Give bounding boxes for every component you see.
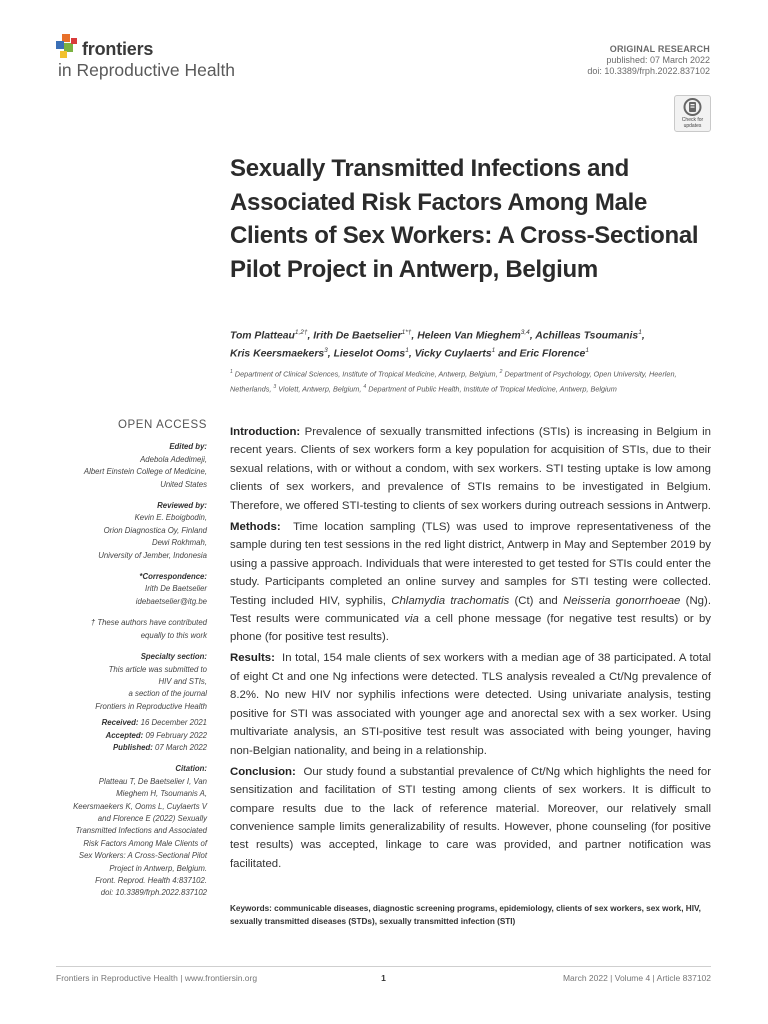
received-value: 16 December 2021 [140, 718, 207, 728]
reviewed-by-list [56, 512, 207, 562]
footer-issue-info: March 2022 | Volume 4 | Article 837102 [562, 973, 711, 983]
page-number: 1 [381, 973, 386, 983]
sidebar-line: Albert Einstein College of Medicine, [83, 467, 207, 477]
sidebar-line: Front. Reprod. Health 4:837102. [95, 876, 207, 885]
affiliation-number: 3 [273, 383, 277, 390]
sidebar-line: Dewi Rokhmah, [151, 538, 207, 548]
author-name[interactable]: Kris Keersmaekers [230, 348, 325, 360]
doi-link[interactable]: doi: 10.3389/frph.2022.837102 [587, 66, 710, 76]
introduction-text: Prevalence of sexually transmitted infections (STIs) is increasing in Belgium in recent years. Clients of sex workers form a key population for acquisition of STIs, due to their sexual relations, with or without a condom, with sex workers. STI testing uptake is low among clients of sex workers, and prevalence of STIs remains to be investigated in Belgium. Therefore, we offered STI-testing to clients of sex workers during outreach sessions in Antwerp. [230, 426, 711, 512]
author-name[interactable]: Achilleas Tsoumanis [535, 330, 639, 342]
introduction-heading: Introduction: [230, 426, 301, 438]
published-date: published: 07 March 2022 [606, 55, 710, 65]
keywords [230, 903, 711, 928]
results-heading: Results: [230, 652, 275, 665]
article-type: ORIGINAL RESEARCH [609, 44, 710, 54]
sidebar-line: † These authors have contributed [90, 618, 207, 628]
journal-name: in Reproductive Health [58, 60, 236, 80]
published-value: 07 March 2022 [154, 742, 207, 752]
brand-name: frontiers [82, 39, 154, 59]
reviewed-by-label: Reviewed by: [157, 501, 207, 511]
keywords-text: communicable diseases, diagnostic screening programs, epidemiology, clients of sex workers, sex work, HIV, sexually transmitted diseases (STDs), sexually transmitted infection (STI) [230, 904, 701, 926]
affiliations [230, 366, 700, 395]
author-name[interactable]: Eric Florence [519, 348, 586, 360]
sidebar-line: Mieghem H, Tsoumanis A, [116, 789, 207, 799]
sidebar-line: Frontiers in Reproductive Health [95, 701, 207, 711]
affiliation-number: 1 [230, 369, 233, 375]
author-affiliation-marker: 1 [585, 347, 589, 355]
sidebar-line: Transmitted Infections and Associated [75, 826, 207, 836]
footer-divider [56, 966, 711, 967]
sidebar-line: Keersmaekers K, Ooms L, Cuylaerts V [73, 801, 207, 811]
received-date [56, 717, 207, 729]
keywords-label: Keywords: [230, 904, 272, 913]
author-name[interactable]: Irith De Baetselier [313, 330, 402, 342]
accepted-label: Accepted: [105, 730, 144, 740]
article-meta [587, 44, 710, 77]
author-affiliation-marker: 1 [405, 347, 409, 355]
methods-via: via [404, 613, 419, 626]
author-name[interactable]: Vicky Cuylaerts [414, 348, 492, 360]
sidebar-line: Kevin E. Eboigbodin, [134, 513, 207, 523]
results-text: In total, 154 male clients of sex workers with a median age of 38 participated. A total of eight Ct and one Ng infections were detected. TLS analysis revealed a Ct/Ng prevalence of 8.2%. No new HIV nor syphilis infections were detected. Using univariate analysis, testing positive for STI was associated with younger age and anorectal sex with a sex worker. Using multivariate analysis, an STI-positive test result was associated with being younger, having non-Belgian nationality, and being in a relationship. [230, 652, 711, 757]
affiliation-number: 2 [499, 369, 503, 375]
methods-text-a: Time location sampling (TLS) was used to improve representativeness of the sample during ten test sessions in the red light district, Antwerp in May and September 2019 by using a passive approach. Individuals that were interested to get tested for STIs could enter the study. Participants completed an online survey and samples for STI testing were collected. Testing included HIV, syphilis, [230, 520, 712, 607]
abstract-conclusion [230, 763, 711, 874]
accepted-date [56, 730, 207, 742]
author-affiliation-marker: 3 [324, 347, 328, 355]
accepted-value: 09 February 2022 [145, 730, 207, 740]
published-label: Published: [112, 742, 153, 752]
sidebar-line: doi: 10.3389/frph.2022.837102 [100, 888, 207, 898]
conclusion-heading: Conclusion: [230, 765, 296, 778]
check-updates-icon [675, 96, 710, 118]
methods-ng-name: Neisseria gonorrhoeae [563, 594, 681, 607]
received-label: Received: [101, 718, 139, 728]
sidebar-line: University of Jember, Indonesia [98, 550, 207, 560]
sidebar-line: Risk Factors Among Male Clients of [83, 838, 207, 848]
article-sidebar [56, 419, 207, 900]
sidebar-line: equally to this work [140, 630, 207, 640]
specialty-section-list [56, 664, 207, 714]
citation-list [56, 776, 207, 900]
sidebar-line: This article was submitted to [108, 664, 207, 674]
sidebar-line: Adebola Adedimeji, [140, 454, 207, 464]
specialty-section-label: Specialty section: [140, 652, 207, 662]
affiliation-text: Department of Psychology, Open University, Heerlen, Netherlands, [230, 369, 677, 394]
methods-text-d: a cell phone message (for negative test results) or by phone (for positive test results). [230, 613, 712, 644]
abstract-introduction [230, 423, 711, 515]
sidebar-line: Orion Diagnostica Oy, Finland [103, 525, 207, 535]
conclusion-text: Our study found a substantial prevalence of Ct/Ng which highlights the need for sensitization and facilitation of STI testing among clients of sex workers. It is difficult to compare results due to the lack of reference material. Moreover, our relatively small convenience sample limits generalizability of results. However, phone counseling (for positive test results) was accepted, linkage to care was provided, and partner notification was facilitated. [230, 765, 711, 870]
edited-by-list [56, 454, 207, 491]
affiliation-text: Violett, Antwerp, Belgium, [276, 384, 364, 394]
author-affiliation-marker: 1 [638, 329, 642, 336]
edited-by-label: Edited by: [169, 442, 207, 452]
sidebar-line: idebaetselier@itg.be [135, 596, 207, 606]
sidebar-line: Irith De Baetselier [145, 584, 207, 594]
equal-contribution-note [56, 617, 207, 642]
frontiers-logo-icon [56, 34, 80, 60]
sidebar-line: Platteau T, De Baetselier I, Van [98, 776, 207, 786]
abstract-methods [230, 518, 711, 647]
article-title: Sexually Transmitted Infections and Associated Risk Factors Among Male Clients of Sex Workers: A Cross-Sectional Pilot Project in Antwerp, Belgium [230, 155, 699, 283]
author-affiliation-marker: 3,4 [520, 329, 530, 336]
sidebar-line: and Florence E (2022) Sexually [97, 813, 207, 823]
sidebar-line: Sex Workers: A Cross-Sectional Pilot [78, 851, 207, 861]
author-affiliation-marker: 1 [491, 347, 496, 355]
sidebar-line: Project in Antwerp, Belgium. [109, 863, 207, 873]
published-date-sidebar [56, 742, 207, 754]
correspondence-label: *Correspondence: [139, 572, 207, 582]
open-access-label: OPEN ACCESS [117, 419, 207, 431]
journal-logo[interactable] [56, 32, 296, 82]
author-list: Tom Platteau$^{1,2\dagger}$, Irith De Baetselier$^{1*\dagger}$, Heleen Van Mieghem$^{3,4}$, Achilleas Tsoumanis$^1$, Kris Keersmaekers$^3$, Lieselot Ooms$^1$, Vicky Cuylaerts$^1$ and Eric Florence$^1$ [230, 329, 645, 360]
author-name[interactable]: Heleen Van Mieghem [417, 330, 521, 342]
methods-heading: Methods: [230, 520, 281, 533]
check-for-updates-button[interactable] [674, 95, 711, 132]
affiliation-text: Department of Public Health, Institute of Tropical Medicine, Antwerp, Belgium [366, 384, 617, 394]
author-name[interactable]: Lieselot Ooms [333, 348, 406, 360]
check-updates-label: Check for updates [681, 117, 704, 129]
footer-journal-link[interactable]: Frontiers in Reproductive Health | www.frontiersin.org [56, 973, 258, 983]
author-affiliation-marker: 1*† [401, 329, 412, 336]
author-affiliation-marker: 1,2† [294, 329, 308, 336]
citation-label: Citation: [175, 764, 207, 774]
methods-text-c: (Ng). Test results were communicated [230, 594, 711, 626]
sidebar-line: United States [160, 479, 207, 489]
author-name[interactable]: Tom Platteau [230, 330, 295, 342]
abstract [230, 423, 711, 876]
affiliation-number: 4 [363, 383, 367, 390]
methods-text-b: (Ct) and [509, 594, 564, 607]
abstract-results [230, 649, 711, 760]
sidebar-line: a section of the journal [128, 689, 207, 699]
methods-ct-name: Chlamydia trachomatis [391, 594, 510, 607]
correspondence-list[interactable] [56, 583, 207, 608]
affiliation-text: Department of Clinical Sciences, Institute of Tropical Medicine, Antwerp, Belgium, [232, 369, 500, 379]
sidebar-line: HIV and STIs, [158, 676, 207, 686]
